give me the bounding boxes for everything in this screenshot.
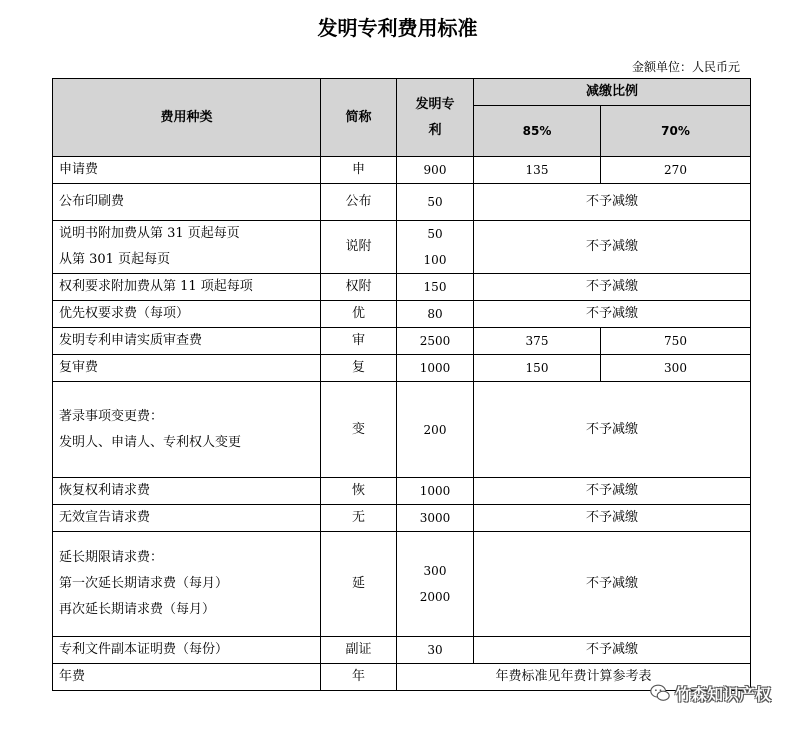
watermark <box>649 680 771 706</box>
no-reduction-cell: 不予减缴 <box>474 184 751 221</box>
fee-amount-cell <box>397 505 474 532</box>
fee-name-line: 复审费 <box>59 360 99 375</box>
fee-name-line: 公布印刷费 <box>59 194 125 209</box>
fee-abbr-cell: 变 <box>321 382 397 478</box>
fee-abbr-cell: 恢 <box>321 478 397 505</box>
fee-amount-cell <box>397 301 474 328</box>
table-row <box>53 637 751 664</box>
fee-name-line: 延长期限请求费： <box>59 550 164 565</box>
fee-abbr-cell: 延 <box>321 532 397 637</box>
fee-name-cell <box>53 184 321 221</box>
fee-name-cell <box>53 532 321 637</box>
fee-amount-line: 50 <box>427 195 443 209</box>
no-reduction-cell: 不予减缴 <box>474 478 751 505</box>
reduced-fee-70-cell: 270 <box>601 157 751 184</box>
fee-name-line: 年费 <box>59 669 86 684</box>
table-row <box>53 221 751 274</box>
fee-amount-cell <box>397 382 474 478</box>
fee-abbr-cell: 权附 <box>321 274 397 301</box>
table-row <box>53 301 751 328</box>
fee-amount-line: 2000 <box>419 590 451 604</box>
no-reduction-cell: 不予减缴 <box>474 637 751 664</box>
table-row <box>53 382 751 478</box>
reduced-fee-85-cell: 150 <box>474 355 601 382</box>
fee-amount-line: 50 <box>427 227 443 241</box>
fee-name-cell <box>53 301 321 328</box>
fee-amount-line: 300 <box>423 564 447 578</box>
no-reduction-cell: 不予减缴 <box>474 221 751 274</box>
header-abbr: 简称 <box>321 79 397 157</box>
fee-name-line: 发明专利申请实质审查费 <box>59 333 203 348</box>
fee-amount-cell <box>397 355 474 382</box>
fee-name-cell <box>53 355 321 382</box>
reduced-fee-70-cell: 300 <box>601 355 751 382</box>
no-reduction-cell: 不予减缴 <box>474 505 751 532</box>
annual-fee-note: 年费标准见年费计算参考表 <box>397 664 751 691</box>
fee-abbr-cell: 申 <box>321 157 397 184</box>
fee-abbr-cell: 优 <box>321 301 397 328</box>
fee-table <box>52 78 751 691</box>
fee-abbr-cell: 副证 <box>321 637 397 664</box>
no-reduction-cell: 不予减缴 <box>474 301 751 328</box>
fee-name-line: 第一次延长期请求费（每月） <box>59 576 229 591</box>
table-row <box>53 664 751 691</box>
table-row <box>53 478 751 505</box>
fee-name-cell <box>53 505 321 532</box>
fee-abbr-cell: 审 <box>321 328 397 355</box>
fee-name-cell <box>53 382 321 478</box>
fee-name-line: 优先权要求费（每项） <box>59 306 190 321</box>
fee-name-line: 从第 301 页起每页 <box>59 252 171 267</box>
page-title: 发明专利费用标准 <box>317 16 478 40</box>
header-invention-line1: 发明专 <box>415 96 455 112</box>
fee-amount-line: 200 <box>423 422 447 437</box>
table-row <box>53 157 751 184</box>
fee-name-cell <box>53 157 321 184</box>
fee-name-line: 发明人、申请人、专利权人变更 <box>59 434 242 450</box>
header-fee-type: 费用种类 <box>53 79 321 157</box>
header-invention-line2: 利 <box>428 122 442 138</box>
fee-amount-line: 2500 <box>419 334 451 348</box>
reduced-fee-70-cell: 750 <box>601 328 751 355</box>
fee-amount-line: 3000 <box>419 511 451 525</box>
fee-name-cell <box>53 637 321 664</box>
fee-amount-cell <box>397 637 474 664</box>
fee-amount-cell <box>397 274 474 301</box>
table-row <box>53 532 751 637</box>
fee-abbr-cell: 公布 <box>321 184 397 221</box>
fee-abbr-cell: 复 <box>321 355 397 382</box>
fee-name-line: 恢复权利请求费 <box>59 483 151 498</box>
wechat-icon <box>649 682 671 704</box>
fee-name-line: 无效宣告请求费 <box>59 510 151 525</box>
fee-amount-line: 150 <box>423 280 447 294</box>
fee-amount-cell <box>397 328 474 355</box>
fee-name-cell <box>53 221 321 274</box>
no-reduction-cell: 不予减缴 <box>474 274 751 301</box>
table-row <box>53 184 751 221</box>
table-row <box>53 274 751 301</box>
fee-name-cell <box>53 328 321 355</box>
table-row <box>53 355 751 382</box>
fee-amount-cell <box>397 157 474 184</box>
reduced-fee-85-cell: 135 <box>474 157 601 184</box>
fee-name-cell <box>53 274 321 301</box>
fee-name-cell <box>53 478 321 505</box>
header-pct-70: 70% <box>601 106 751 157</box>
fee-name-cell <box>53 664 321 691</box>
table-row <box>53 505 751 532</box>
fee-amount-line: 1000 <box>419 361 451 375</box>
reduced-fee-85-cell: 375 <box>474 328 601 355</box>
watermark-text: 竹森知识产权 <box>674 684 771 704</box>
fee-amount-line: 30 <box>427 643 443 657</box>
fee-name-line: 申请费 <box>59 162 99 177</box>
fee-amount-cell <box>397 184 474 221</box>
fee-name-line: 专利文件副本证明费（每份） <box>59 642 229 657</box>
table-row <box>53 328 751 355</box>
header-reduction-ratio: 减缴比例 <box>474 79 751 106</box>
fee-amount-line: 100 <box>423 253 447 267</box>
currency-unit-note: 金额单位：人民币元 <box>631 60 740 74</box>
fee-amount-line: 900 <box>423 163 447 177</box>
fee-name-line: 著录事项变更费： <box>59 408 164 424</box>
fee-amount-cell <box>397 221 474 274</box>
fee-abbr-cell: 无 <box>321 505 397 532</box>
no-reduction-cell: 不予减缴 <box>474 532 751 637</box>
fee-name-line: 权利要求附加费从第 11 项起每项 <box>59 279 253 294</box>
fee-amount-line: 1000 <box>419 484 451 498</box>
fee-abbr-cell: 年 <box>321 664 397 691</box>
fee-amount-cell <box>397 532 474 637</box>
fee-name-line: 再次延长期请求费（每月） <box>59 602 216 617</box>
fee-amount-cell <box>397 478 474 505</box>
fee-abbr-cell: 说附 <box>321 221 397 274</box>
header-pct-85: 85% <box>474 106 601 157</box>
fee-amount-line: 80 <box>427 307 443 321</box>
fee-name-line: 说明书附加费从第 31 页起每页 <box>59 226 240 241</box>
no-reduction-cell: 不予减缴 <box>474 382 751 478</box>
header-invention-patent <box>397 79 474 157</box>
